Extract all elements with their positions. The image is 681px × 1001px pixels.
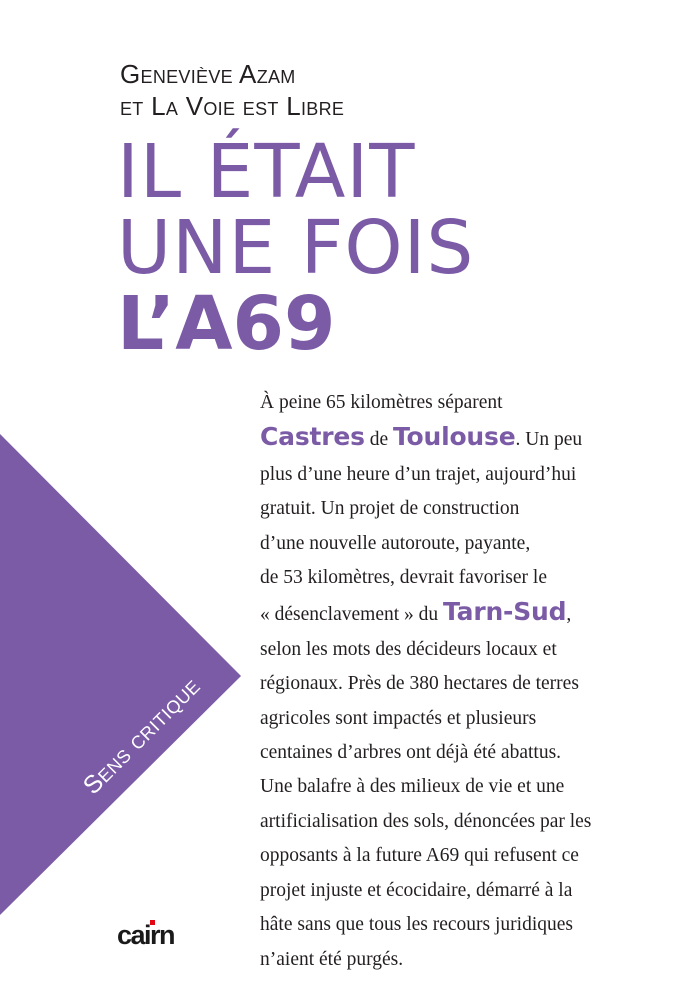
blurb-text: selon les mots des décideurs locaux et — [260, 638, 557, 660]
series-label: Sens critique — [77, 671, 206, 801]
blurb-line — [260, 702, 660, 736]
blurb-line — [260, 633, 660, 667]
highlighted-place-name: Castres — [260, 422, 365, 452]
blurb-line — [260, 908, 660, 942]
blurb-text: plus d’une heure d’un trajet, aujourd’hui — [260, 463, 577, 485]
blurb-text: À peine 65 kilomètres séparent — [260, 392, 503, 413]
blurb-text: projet injuste et écocidaire, démarré à la — [260, 879, 573, 901]
blurb-line — [260, 527, 660, 561]
blurb-line — [260, 492, 660, 526]
title-line-2: UNE FOIS — [117, 205, 475, 291]
blurb-text: Une balafre à des milieux de vie et une — [260, 776, 565, 798]
blurb-text: d’une nouvelle autoroute, payante, — [260, 532, 531, 554]
blurb-text: « désenclavement » du — [260, 604, 444, 626]
title-line-3: L’A69 — [117, 281, 336, 367]
blurb-text: gratuit. Un projet de construction — [260, 498, 520, 520]
blurb-text: artificialisation des sols, dénoncées par les — [260, 810, 592, 832]
blurb-text: n’aient été purgés. — [260, 948, 404, 970]
blurb-text: agricoles sont impactés et plusieurs — [260, 707, 537, 729]
blurb-text: régionaux. Près de 380 hectares de terres — [260, 673, 579, 695]
publisher-name: cairn — [117, 920, 175, 950]
blurb-line — [260, 667, 660, 701]
book-title — [117, 129, 475, 367]
highlighted-place-name: Toulouse — [392, 422, 516, 452]
blurb-line — [260, 770, 660, 804]
back-blurb — [260, 386, 660, 977]
blurb-line — [260, 874, 660, 908]
authors — [120, 58, 344, 122]
blurb-text: de 53 kilomètres, devrait favoriser le — [260, 567, 547, 589]
blurb-line — [260, 458, 660, 492]
blurb-line — [260, 386, 660, 420]
author-secondary: et La Voie est Libre — [120, 91, 345, 121]
blurb-line — [260, 736, 660, 770]
blurb-text: . Un peu — [515, 429, 583, 451]
blurb-line — [260, 420, 660, 457]
blurb-line — [260, 943, 660, 977]
blurb-line — [260, 839, 660, 873]
blurb-text: hâte sans que tous les recours juridiques — [260, 914, 574, 936]
blurb-line — [260, 561, 660, 595]
highlighted-place-name: Tarn-Sud — [443, 597, 567, 627]
blurb-text: opposants à la future A69 qui refusent ce — [260, 845, 579, 867]
author-primary: Geneviève Azam — [120, 59, 296, 89]
title-line-1: IL ÉTAIT — [117, 129, 416, 215]
blurb-text: de — [364, 429, 393, 451]
blurb-line — [260, 595, 660, 632]
blurb-text: centaines d’arbres ont déjà été abattus. — [260, 742, 562, 764]
publisher-logo — [117, 922, 174, 949]
blurb-text: , — [566, 604, 572, 626]
blurb-line — [260, 805, 660, 839]
